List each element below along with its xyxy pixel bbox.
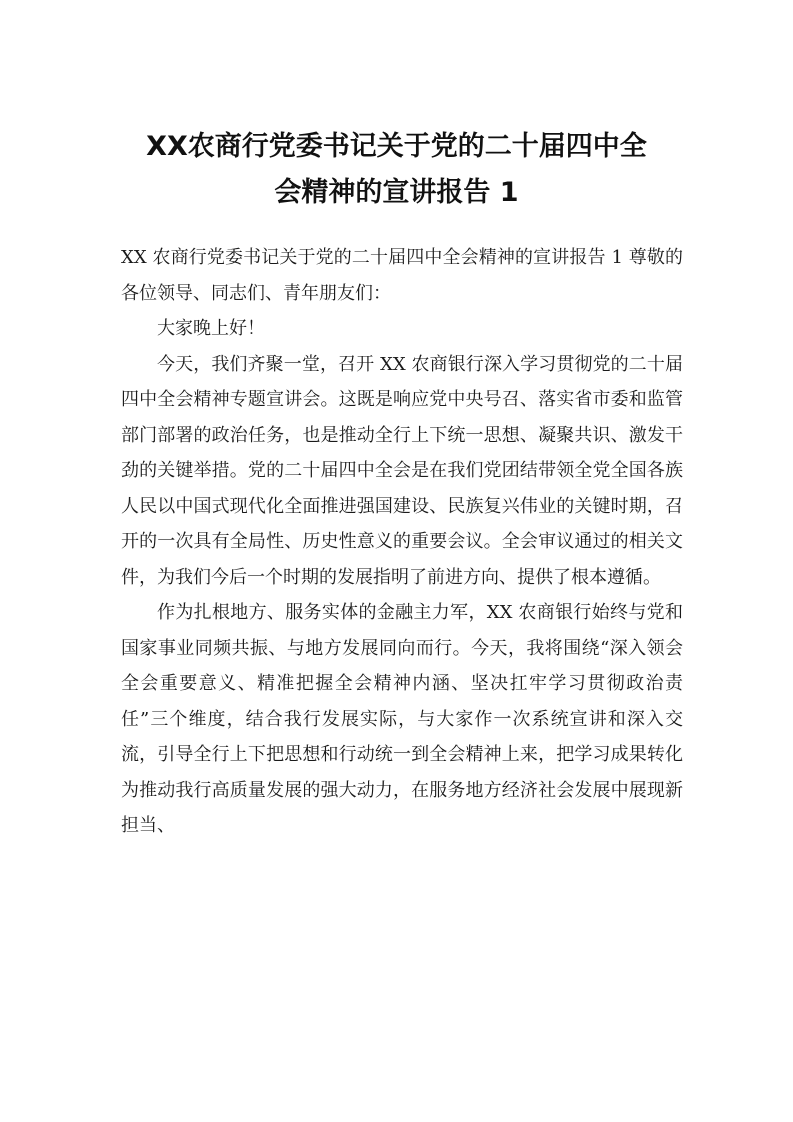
document-body <box>121 240 683 844</box>
paragraph-outline: 作为扎根地方、服务实体的金融主力军，XX 农商银行始终与党和国家事业同频共振、与地方发展同向而行。今天，我将围绕“深入领会全会重要意义、精准把握全会精神内涵、坚决扛牢学习贯彻政治责任”三个维度，结合我行发展实际，与大家作一次系统宣讲和深入交流，引导全行上下把思想和行动统一到全会精神上来，把学习成果转化为推动我行高质量发展的强大动力，在服务地方经济社会发展中展现新担当、 <box>121 602 683 836</box>
title-line-2: 会精神的宣讲报告 1 <box>274 177 519 208</box>
paragraph-greeting: 大家晚上好！ <box>157 318 265 339</box>
title-line-1: XX农商行党委书记关于党的二十届四中全 <box>146 131 647 162</box>
paragraph-intro: 今天，我们齐聚一堂，召开 XX 农商银行深入学习贯彻党的二十届四中全会精神专题宣讲会。这既是响应党中央号召、落实省市委和监管部门部署的政治任务，也是推动全行上下统一思想、凝聚共识、激发干劲的关键举措。党的二十届四中全会是在我们党团结带领全党全国各族人民以中国式现代化全面推进强国建设、民族复兴伟业的关键时期，召开的一次具有全局性、历史性意义的重要会议。全会审议通过的相关文件，为我们今后一个时期的发展指明了前进方向、提供了根本遵循。 <box>121 353 683 588</box>
paragraph-heading: XX 农商行党委书记关于党的二十届四中全会精神的宣讲报告 1 尊敬的各位领导、同志们、青年朋友们： <box>121 247 683 304</box>
document-title <box>100 124 693 216</box>
